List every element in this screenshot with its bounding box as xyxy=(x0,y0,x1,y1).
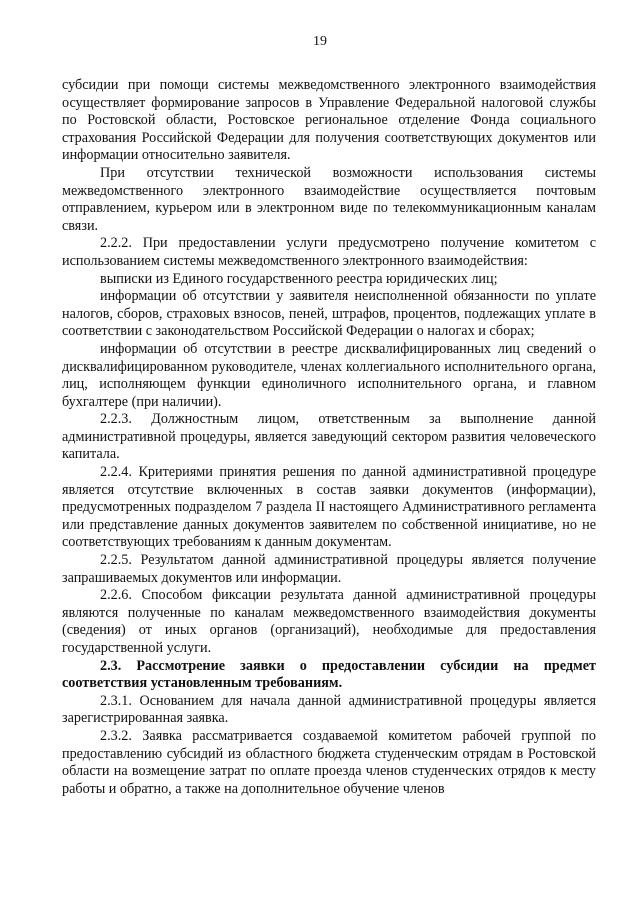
page-number: 19 xyxy=(313,34,327,49)
paragraph-continuation: субсидии при помощи системы межведомственного электронного взаимодействия осуществляет формирование запросов в Управление Федеральной налоговой службы по Ростовской области, Ростовское региональное отделение Фонда социального страхования Российской Федерации для получения соответствующих документов или информации относительно заявителя. xyxy=(62,77,596,164)
paragraph-2-2-6: 2.2.6. Способом фиксации результата данной административной процедуры являются полученные по каналам межведомственного взаимодействия документы (сведения) от иных органов (организаций), необходимые для предоставления государственной услуги. xyxy=(62,587,596,656)
document-body xyxy=(62,77,596,798)
paragraph-disqualified-persons-info: информации об отсутствии в реестре дисквалифицированных лиц сведений о дисквалифицированном руководителе, членах коллегиального исполнительного органа, лиц, исполняющем функции единоличного исполнительного органа, и главном бухгалтере (при наличии). xyxy=(62,340,596,410)
paragraph-egrul-extract: выписки из Единого государственного реестра юридических лиц; xyxy=(100,270,498,287)
paragraph-2-2-5: 2.2.5. Результатом данной административной процедуры является получение запрашиваемых документов или информации. xyxy=(62,552,596,586)
paragraph-2-3-1: 2.3.1. Основанием для начала данной административной процедуры является зарегистрированная заявка. xyxy=(62,692,596,727)
paragraph-2-2-4: 2.2.4. Критериями принятия решения по данной административной процедуре является отсутствие включенных в состав заявки документов (информации), предусмотренных подразделом 7 раздела II настоящего Административного регламента или представление данных документов заявителем по собственной инициативе, но не соответствующих требованиям к данным документам. xyxy=(62,464,596,551)
section-heading-2-3: 2.3. Рассмотрение заявки о предоставлении субсидии на предмет соответствия установленным требованиям. xyxy=(62,657,596,692)
paragraph-2-3-2: 2.3.2. Заявка рассматривается создаваемой комитетом рабочей группой по предоставлению субсидий из областного бюджета студенческим отрядам в Ростовской области на возмещение затрат по оплате проезда членов студенческих отрядов к месту работы и обратно, а также на дополнительное обучение членов xyxy=(62,727,596,797)
paragraph-2-2-3: 2.2.3. Должностным лицом, ответственным за выполнение данной административной процедуры, является заведующий сектором развития человеческого капитала. xyxy=(62,411,596,463)
paragraph-tax-debt-info: информации об отсутствии у заявителя неисполненной обязанности по уплате налогов, сборов, страховых взносов, пеней, штрафов, процентов, подлежащих уплате в соответствии с законодательством Российской Федерации о налогах и сборах; xyxy=(62,288,596,340)
paragraph-no-tech-possibility: При отсутствии технической возможности использования системы межведомственного электронного взаимодействие осуществляется почтовым отправлением, курьером или в электронном виде по телекоммуникационным каналам связи. xyxy=(62,164,596,234)
paragraph-2-2-2: 2.2.2. При предоставлении услуги предусмотрено получение комитетом с использованием системы межведомственного электронного взаимодействия: xyxy=(62,235,596,269)
